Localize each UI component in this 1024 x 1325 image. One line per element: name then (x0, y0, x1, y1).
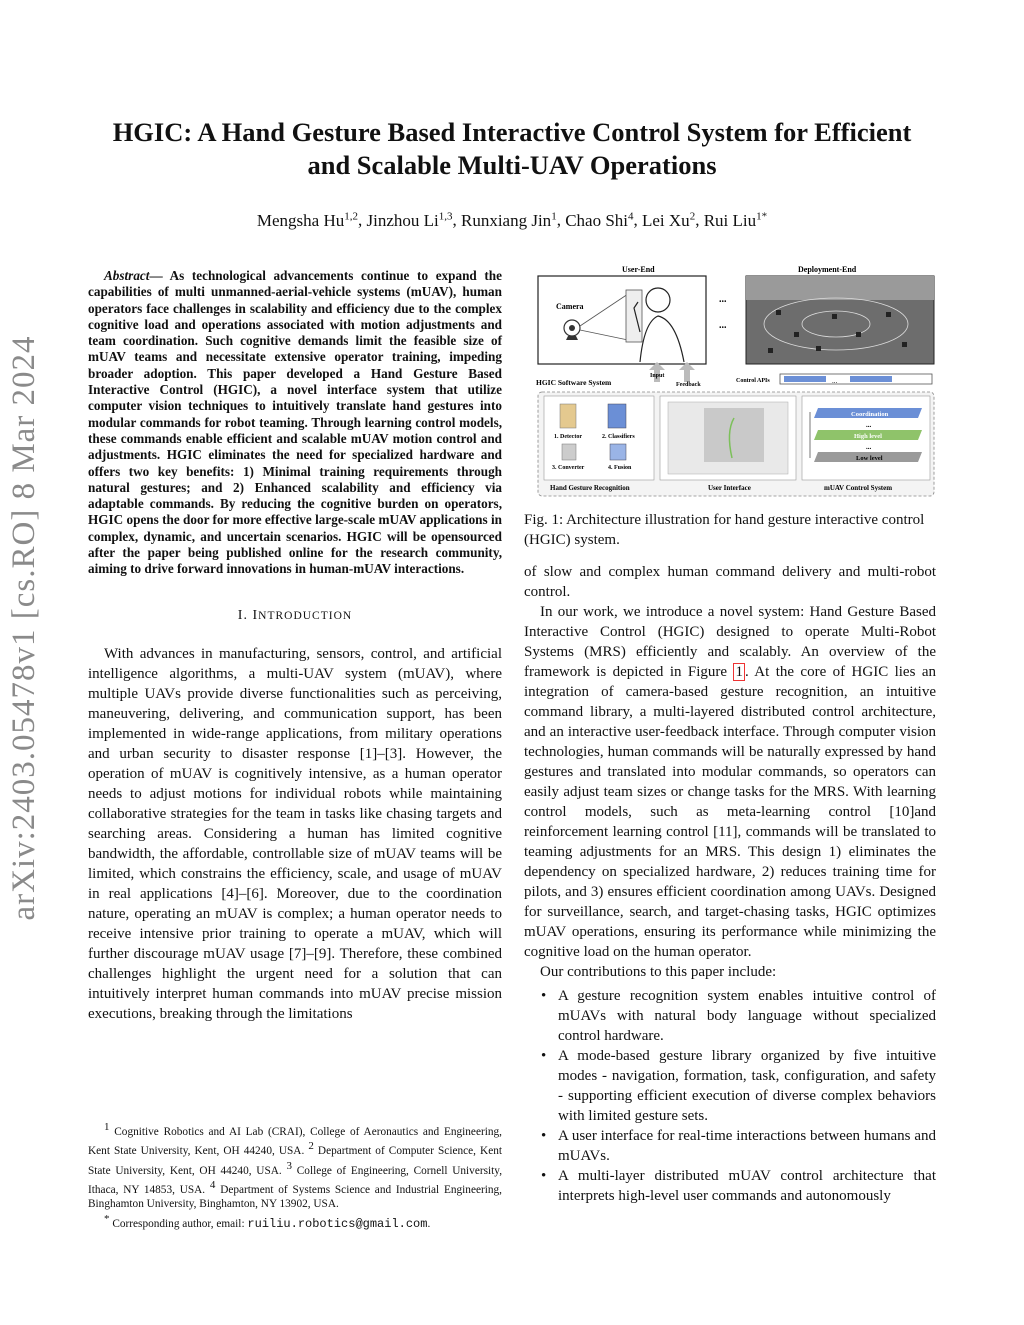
contribution-item: • A gesture recognition system enables intuitive control of mUAVs with natural body language without specialized control hardware. (524, 986, 936, 1046)
contributions-intro: Our contributions to this paper include: (540, 964, 777, 980)
fig-label-feedback: Feedback (676, 382, 701, 388)
footnotes (88, 1120, 502, 1231)
abstract: Abstract— As technological advancements continue to expand the capabilities of multi unmanned-aerial-vehicle systems (mUAV), human operators face challenges in scalability and efficiency due to the complex cognitive load and operations associated with motion adjustments and team coordination. Such cognitive demands limit the feasible size of mUAV teams and necessitate extensive operator training, impeding broader adoption. This paper developed a Hand Gesture Based Interactive Control (HGIC), a novel interface system that utilize computer vision techniques to intuitively translate hand gestures into modular commands for robot teaming. Through learning control models, these commands enable efficient and scalable mUAV motion control and adjustments. HGIC eliminates the need for specialized hardware and offers two key benefits: 1) Minimal training requirements through natural gestures; and 2) Enhanced scalability and efficiency via adaptable commands. By reducing the cognitive burden on operators, HGIC opens the door for more effective large-scale mUAV applications in complex, dynamic, and uncertain scenarios. HGIC will be opensourced after the paper being published online for the research community, aiming to drive forward innovations in human-mUAV interactions. (88, 268, 502, 577)
fig-label-camera: Camera (556, 302, 584, 311)
fig-label-control-apis: Control APIs (736, 378, 770, 384)
title-line-1: HGIC: A Hand Gesture Based Interactive Control System for Efficient (112, 117, 912, 147)
fig-label-detector: 1. Detector (554, 434, 582, 440)
fig-label-coordination: Coordination (851, 411, 889, 418)
fig-label-classifiers: 2. Classifiers (602, 434, 635, 440)
converter-icon (562, 444, 576, 460)
footnote-affiliations: $^1$ Cognitive Robotics and AI Lab (CRAI), College of Aeronautics and Engineering, Kent State University, Kent, OH 44240, USA. $^2$ Department of Computer Science, Kent State University, Kent, OH 44240, USA. $^3$ College of Engineering, Cornell University, Ithaca, NY 14853, USA. $^4$ Department of Systems Science and Industrial Engineering, Binghamton University, Binghamton, NY 13902, USA. (88, 1121, 503, 1211)
fig-ellipsis-4: ... (866, 443, 872, 451)
svg-text:...: ... (832, 377, 838, 385)
abstract-label: Abstract (104, 268, 150, 283)
fig-label-control-system: mUAV Control System (824, 484, 893, 492)
fig-ellipsis-1: ... (719, 294, 727, 305)
author-list: Mengsha Hu$^{1,2}$, Jinzhou Li$^{1,3}$, Runxiang Jin$^1$, Chao Shi$^4$, Lei Xu$^2$, Rui Liu$^{1*}$ (256, 210, 768, 230)
ui-camera-view (704, 408, 764, 462)
paper-title (60, 116, 964, 182)
fig-label-high-level: High level (854, 433, 882, 440)
contributions-list (524, 986, 936, 1206)
fig-label-deployment-end: Deployment-End (798, 265, 857, 274)
contribution-item: • A mode-based gesture library organized by five intuitive modes - navigation, formation, task, configuration, and safety - supporting efficient execution of diverse complex behaviors with limited gesture sets. (524, 1046, 936, 1126)
author: Rui Liu$^{1*}$ (703, 210, 768, 230)
fig-label-converter: 3. Converter (552, 465, 585, 471)
author: Lei Xu$^2$ (642, 210, 696, 230)
arxiv-stamp: arXiv:2403.05478v1 [cs.RO] 8 Mar 2024 (6, 335, 42, 921)
fig-ellipsis-2: ... (719, 320, 727, 331)
author: Chao Shi$^4$ (565, 210, 634, 230)
deployment-photo-wall (746, 276, 934, 300)
fig-label-hand-gesture-recognition: Hand Gesture Recognition (550, 484, 630, 492)
author: Runxiang Jin$^1$ (460, 210, 557, 230)
abstract-text: As technological advancements continue to expand the capabilities of multi unmanned-aerial-vehicle systems (mUAV), human operators face challenges in scalability and efficiency due to the complex cognitive load and operations associated with motion adjustments and team coordination. Such cognitive demands limit the feasible size of mUAV teams and necessitate extensive operator training, impeding broader adoption. This paper developed a Hand Gesture Based Interactive Control (HGIC), a novel interface system that utilize computer vision techniques to intuitively translate hand gestures into modular commands for robot teaming. Through learning control models, these commands enable efficient and scalable mUAV motion control and adjustments. HGIC eliminates the need for specialized hardware and offers two key benefits: 1) Minimal training requirements through natural gestures; and 2) Enhanced scalability and efficiency via adaptable commands. By reducing the cognitive burden on operators, HGIC opens the door for more effective large-scale mUAV applications in complex, dynamic, and uncertain scenarios. HGIC will be opensourced after the paper being published online for the research community, aiming to drive forward innovations in human-mUAV interactions. (88, 268, 502, 577)
figure-reference-link[interactable]: 1 (735, 664, 743, 680)
control-apis-bar (780, 374, 932, 385)
contribution-item: • A user interface for real-time interactions between humans and mUAVs. (524, 1126, 936, 1166)
intro-paragraph: With advances in manufacturing, sensors, control, and artificial intelligence algorithms, a multi-UAV system (mUAV), where multiple UAVs provide diverse functionalities such as perceiving, maneuvering, delivering, and communication support, has been implemented in wide-range applications, from military operations and urban security to disaster response [1]–[3]. However, the operation of mUAV is cognitively intensive, as a human operator needs to adjust motions for individual robots while maintaining collaborative strategies for the team in tasks like chasing targets and searching areas. Considering a human has limited cognitive bandwidth, the affordable, controllable size of mUAV teams will be limited, which constrains the efficiency, scale, and usage of mUAV in real applications [4]–[6]. Moreover, due to the coordination nature, operating an mUAV is complex; a human operator needs to receive intensive prior training to operate a mUAV, which will further discourage mUAV usage [7]–[9]. Therefore, these combined challenges highlight the urgent need for a solution that can intuitively interpret human commands into mUAV precise mission executions, breaking through the limitations (88, 645, 502, 1022)
fig-label-low-level: Low level (856, 455, 883, 462)
fig-label-user-interface: User Interface (708, 484, 751, 492)
title-line-2: and Scalable Multi-UAV Operations (307, 150, 717, 180)
figure-1-caption: Fig. 1: Architecture illustration for hand gesture interactive control (HGIC) system. (524, 512, 925, 548)
fig-label-software-system: HGIC Software System (536, 378, 612, 387)
fig-label-input: Input (650, 373, 665, 379)
classifiers-icon (608, 404, 626, 428)
figure-1-architecture (536, 262, 936, 500)
fig-label-user-end: User-End (622, 265, 655, 274)
author: Jinzhou Li$^{1,3}$ (366, 210, 453, 230)
user-end-panel (538, 276, 706, 364)
author: Mengsha Hu$^{1,2}$ (256, 210, 358, 230)
fig-ellipsis-3: ... (866, 421, 872, 429)
fig-label-fusion: 4. Fusion (608, 465, 632, 471)
right-paragraph-2: In our work, we introduce a novel system: Hand Gesture Based Interactive Control (HGIC) designed to operate Multi-Robot Systems (MRS) efficiently and scalably. An overview of the framework is depicted in Figure 1 . At the core of HGIC lies an integration of camera-based gesture recognition, an intuitive command library, a multi-layered distributed control architecture, and an interactive user-feedback interface. Through computer vision technologies, human commands will be naturally expressed by hand gestures and translated into modular commands, so operators can easily adjust team sizes or change tasks for the MRS. With learning control models, such as meta-learning control [10]and reinforcement learning control [11], commands will be translated to teaming adjustments for an MRS. This design 1) eliminates the dependency on specialized hardware, 2) reduces training time for pilots, and 3) ensures efficient coordination among UAVs. Designed for surveillance, search, and target-chasing tasks, HGIC optimizes mUAV operations, ensuring its performance while minimizing the cognitive load on the human operator. (524, 604, 936, 960)
footnote-corresponding: * Corresponding author, email: ruiliu.robotics@gmail.com. (104, 1213, 431, 1231)
left-column (88, 268, 502, 1024)
detector-icon (560, 404, 576, 428)
right-paragraph-1: of slow and complex human command delivery and multi-robot control. (524, 564, 936, 600)
contribution-item: • A multi-layer distributed mUAV control architecture that interprets high-level user commands and autonomously (524, 1166, 936, 1206)
section-heading-introduction: I. INTRODUCTION (237, 607, 353, 623)
right-column (524, 562, 936, 1206)
fusion-icon (610, 444, 626, 460)
corresponding-email[interactable]: ruiliu.robotics@gmail.com (247, 1216, 428, 1231)
input-feedback-arrows (649, 362, 695, 382)
